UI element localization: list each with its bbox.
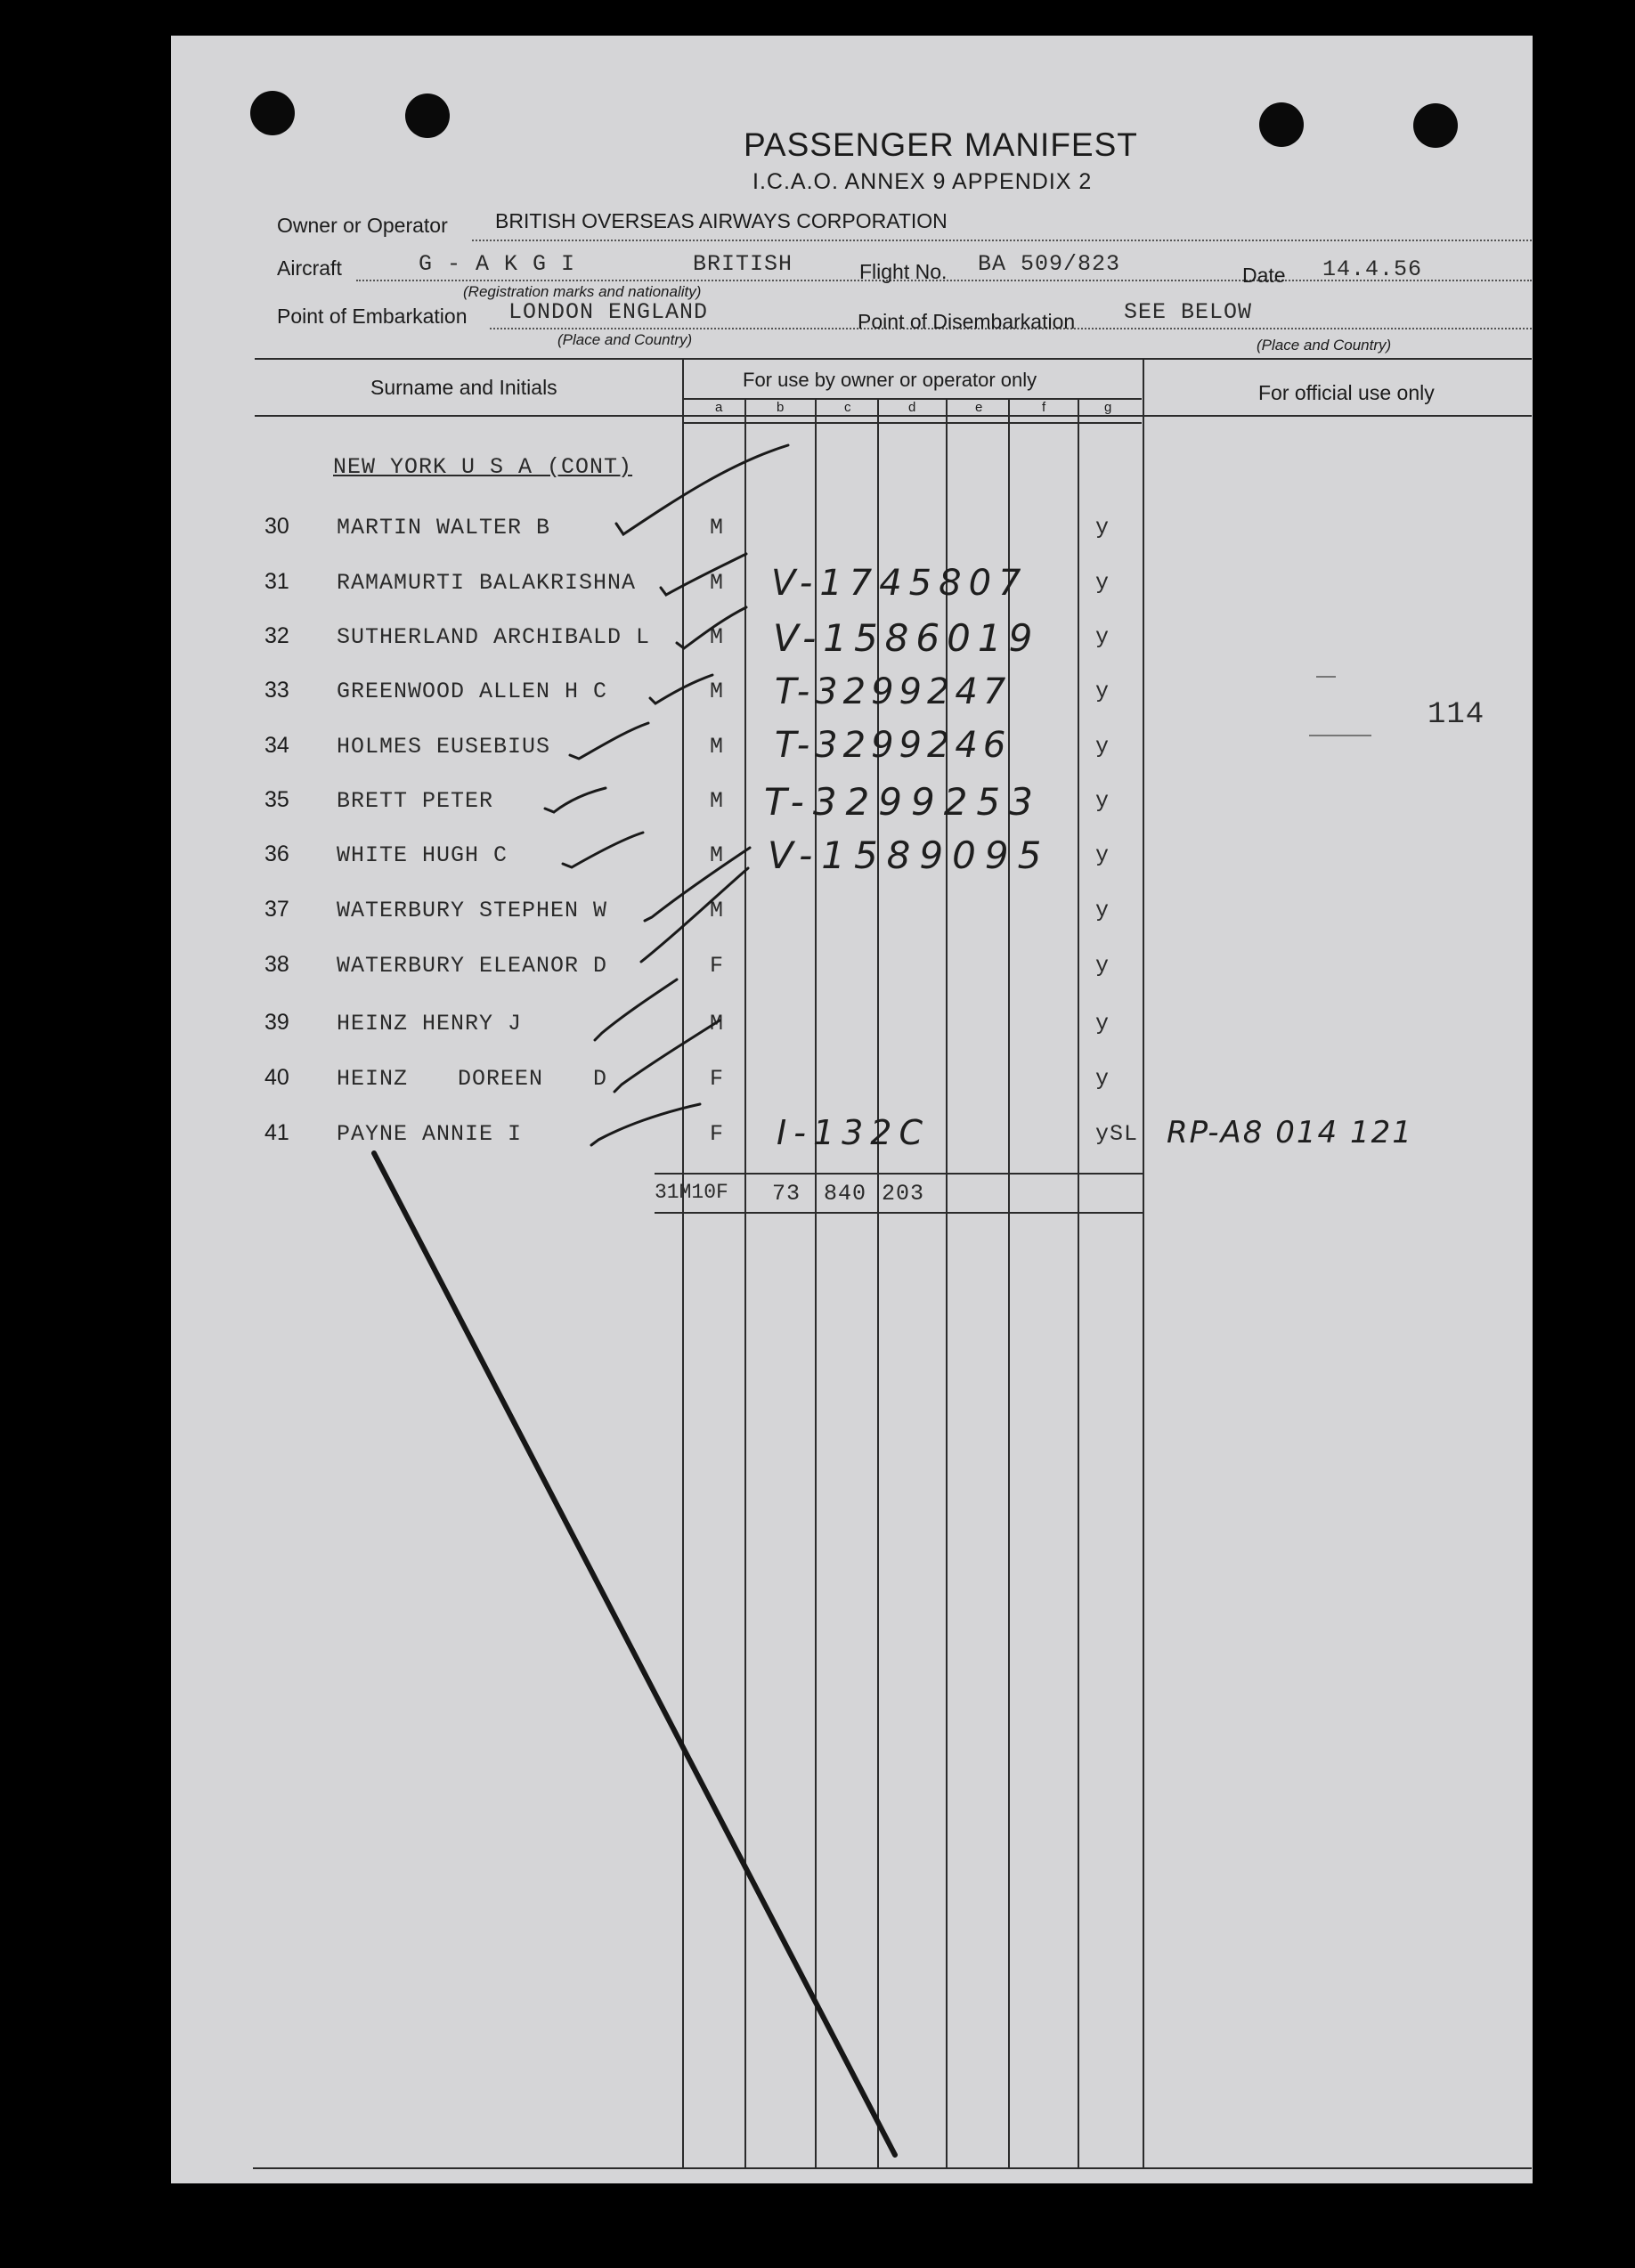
- subcol-a: a: [715, 400, 723, 415]
- row-number: 41: [264, 1120, 289, 1145]
- page-title: PASSENGER MANIFEST: [744, 126, 1138, 163]
- passenger-name: HOLMES EUSEBIUS: [337, 734, 551, 760]
- passenger-name: WHITE HUGH C: [337, 842, 508, 868]
- date-value: 14.4.56: [1322, 256, 1423, 282]
- passenger-name: GREENWOOD ALLEN H C: [337, 679, 608, 704]
- row-number: 33: [264, 678, 289, 703]
- owner-value: BRITISH OVERSEAS AIRWAYS CORPORATION: [495, 209, 948, 232]
- column-g-value: y: [1095, 1066, 1110, 1092]
- passenger-name: WATERBURY ELEANOR D: [337, 953, 608, 979]
- check-mark: [645, 848, 750, 921]
- subcol-b: b: [777, 400, 785, 415]
- row-number: 31: [264, 569, 289, 594]
- check-mark: [650, 675, 712, 703]
- passenger-sex: M: [710, 898, 725, 923]
- embarkation-value: LONDON ENGLAND: [508, 299, 709, 325]
- column-g-value: y: [1095, 679, 1110, 704]
- passenger-name: MARTIN WALTER B: [337, 515, 551, 541]
- registration-note: (Registration marks and nationality): [463, 283, 702, 300]
- cancel-stroke: [374, 1153, 895, 2155]
- disembarkation-note: (Place and Country): [1257, 337, 1392, 354]
- column-g-value: y: [1095, 898, 1110, 923]
- check-mark: [661, 554, 746, 595]
- passenger-name: HEINZ DOREEN D: [337, 1066, 608, 1092]
- row-number: 35: [264, 787, 289, 812]
- aircraft-registration: G - A K G I: [419, 251, 576, 277]
- document-number: I-132C: [777, 1113, 930, 1152]
- aircraft-nationality: BRITISH: [693, 251, 793, 277]
- row-number: 32: [264, 623, 289, 648]
- aircraft-label: Aircraft: [277, 256, 342, 280]
- date-label: Date: [1242, 264, 1286, 287]
- row-number: 37: [264, 897, 289, 922]
- check-mark: [595, 980, 677, 1040]
- column-g-value: y: [1095, 734, 1110, 760]
- col-header-owner: For use by owner or operator only: [743, 369, 1037, 391]
- passenger-name: BRETT PETER: [337, 788, 494, 814]
- passenger-sex: M: [710, 515, 725, 541]
- passenger-name: WATERBURY STEPHEN W: [337, 898, 608, 923]
- subcol-f: f: [1042, 400, 1046, 415]
- column-g-value: y: [1095, 624, 1110, 650]
- total-c: 840: [824, 1181, 867, 1207]
- document-number: T-3299247: [775, 671, 1012, 712]
- check-mark: [570, 723, 648, 759]
- owner-label: Owner or Operator: [277, 214, 448, 237]
- passenger-sex: F: [710, 1066, 725, 1092]
- passenger-sex: F: [710, 953, 725, 979]
- document-number: T-3299246: [775, 725, 1012, 766]
- col-header-name: Surname and Initials: [370, 376, 557, 399]
- subcol-c: c: [844, 400, 851, 415]
- document-number: T-3299253: [764, 780, 1042, 824]
- disembarkation-label: Point of Disembarkation: [858, 310, 1076, 333]
- official-reference: RP-A8 014 121: [1167, 1115, 1413, 1150]
- document-number: V-1745807: [771, 563, 1029, 604]
- column-g-value: y: [1095, 842, 1110, 868]
- page-subtitle: I.C.A.O. ANNEX 9 APPENDIX 2: [752, 169, 1093, 194]
- check-mark: [616, 445, 788, 534]
- passenger-sex: M: [710, 842, 725, 868]
- passenger-name: PAYNE ANNIE I: [337, 1121, 523, 1147]
- check-mark: [563, 833, 643, 867]
- row-number: 30: [264, 514, 289, 539]
- document-number: V-1586019: [773, 616, 1040, 660]
- passenger-sex: M: [710, 679, 725, 704]
- embarkation-label: Point of Embarkation: [277, 305, 468, 328]
- column-g-value: y: [1095, 515, 1110, 541]
- check-mark: [591, 1104, 700, 1145]
- column-g-value: y: [1095, 953, 1110, 979]
- official-note: 114: [1428, 698, 1485, 732]
- column-g-value: y: [1095, 570, 1110, 596]
- check-mark: [614, 1020, 720, 1092]
- disembarkation-value: SEE BELOW: [1124, 299, 1253, 325]
- check-mark: [677, 607, 746, 648]
- column-g-value: y: [1095, 1011, 1110, 1036]
- flight-number: BA 509/823: [978, 251, 1121, 277]
- col-header-official: For official use only: [1258, 381, 1435, 404]
- row-number: 34: [264, 733, 289, 758]
- passenger-sex: M: [710, 1011, 725, 1036]
- flight-label: Flight No.: [859, 260, 948, 283]
- total-a: 31M10F: [655, 1181, 728, 1204]
- row-number: 40: [264, 1065, 289, 1090]
- passenger-sex: M: [710, 788, 725, 814]
- document-number: V-1589095: [768, 833, 1051, 877]
- row-number: 39: [264, 1010, 289, 1035]
- passenger-sex: M: [710, 570, 725, 596]
- subcol-e: e: [975, 400, 983, 415]
- check-mark: [641, 868, 748, 962]
- passenger-sex: M: [710, 624, 725, 650]
- subcol-d: d: [908, 400, 916, 415]
- total-d: 203: [882, 1181, 925, 1207]
- total-b: 73: [772, 1181, 801, 1207]
- section-heading: NEW YORK U S A (CONT): [333, 454, 633, 480]
- passenger-sex: F: [710, 1121, 725, 1147]
- passenger-name: RAMAMURTI BALAKRISHNA: [337, 570, 637, 596]
- column-g-value: ySL: [1095, 1121, 1139, 1147]
- passenger-name: SUTHERLAND ARCHIBALD L: [337, 624, 651, 650]
- column-g-value: y: [1095, 788, 1110, 814]
- subcol-g: g: [1104, 400, 1112, 415]
- embarkation-note: (Place and Country): [557, 331, 693, 348]
- check-mark: [545, 788, 606, 812]
- passenger-name: HEINZ HENRY J: [337, 1011, 523, 1036]
- row-number: 38: [264, 952, 289, 977]
- row-number: 36: [264, 841, 289, 866]
- passenger-sex: M: [710, 734, 725, 760]
